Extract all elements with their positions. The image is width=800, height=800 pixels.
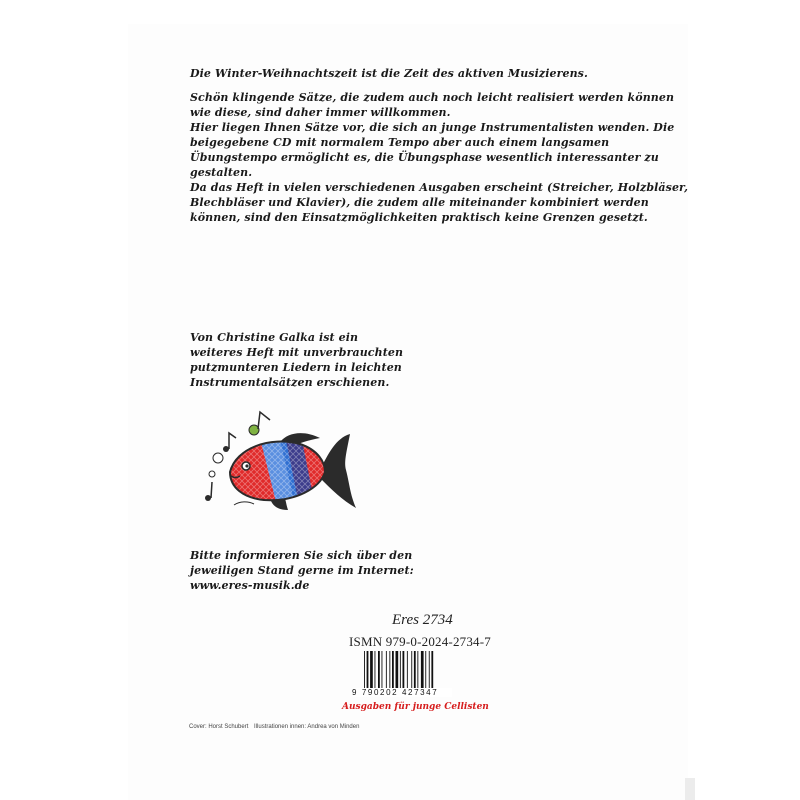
description-line: Schön klingende Sätze, die zudem auch noch leicht realisiert werden können [190, 91, 675, 104]
illustration-credit: Illustrationen innen: Andrea von Minden [254, 724, 360, 730]
music-note-icon [249, 412, 270, 435]
related-book-note [190, 330, 403, 390]
related-note-line: Instrumentalsätzen erschienen. [190, 376, 390, 389]
internet-note-line: Bitte informieren Sie sich über den [190, 549, 413, 562]
related-note-line: putzmunteren Liedern in leichten [190, 361, 402, 374]
ismn-number: ISMN 979-0-2024-2734-7 [349, 634, 491, 649]
music-note-icon [205, 482, 212, 501]
description-line: Hier liegen Ihnen Sätze vor, die sich an junge Instrumentalisten wenden. Die [190, 121, 675, 134]
description-line: wie diese, sind daher immer willkommen. [190, 106, 451, 119]
cover-credit: Cover: Horst Schubert [189, 724, 249, 730]
intro-text [190, 66, 588, 81]
editions-line: können, sind den Einsatzmöglichkeiten praktisch keine Grenzen gesetzt. [190, 211, 648, 224]
editions-line: Blechbläser und Klavier), die zudem alle miteinander kombiniert werden [190, 196, 649, 209]
barcode-digits: 9 790202 427347 [352, 688, 452, 697]
description-line: beigegebene CD mit normalem Tempo aber auch einem langsamen [190, 136, 610, 149]
music-note-icon [223, 433, 236, 452]
website-link[interactable]: www.eres-musik.de [190, 579, 310, 592]
fish-illustration [200, 400, 360, 515]
related-note-line: Von Christine Galka ist ein [190, 331, 359, 344]
related-note-line: weiteres Heft mit unverbrauchten [190, 346, 404, 359]
description-paragraph [190, 90, 674, 180]
intro-line: Die Winter-Weihnachtszeit ist die Zeit des aktiven Musizierens. [190, 67, 588, 80]
internet-note [190, 548, 414, 593]
page-edge-shadow [685, 778, 695, 800]
editions-paragraph [190, 180, 688, 225]
editions-line: Da das Heft in vielen verschiedenen Ausgaben erscheint (Streicher, Holzbläser, [190, 181, 689, 194]
description-line: Übungstempo ermöglicht es, die Übungsphase wesentlich interessanter zu [190, 151, 659, 164]
internet-note-line: jeweiligen Stand gerne im Internet: [190, 564, 414, 577]
credits [189, 724, 363, 730]
catalog-number: Eres 2734 [392, 612, 453, 628]
series-title: Ausgaben für junge Cellisten [342, 702, 489, 712]
description-line: gestalten. [190, 166, 253, 179]
